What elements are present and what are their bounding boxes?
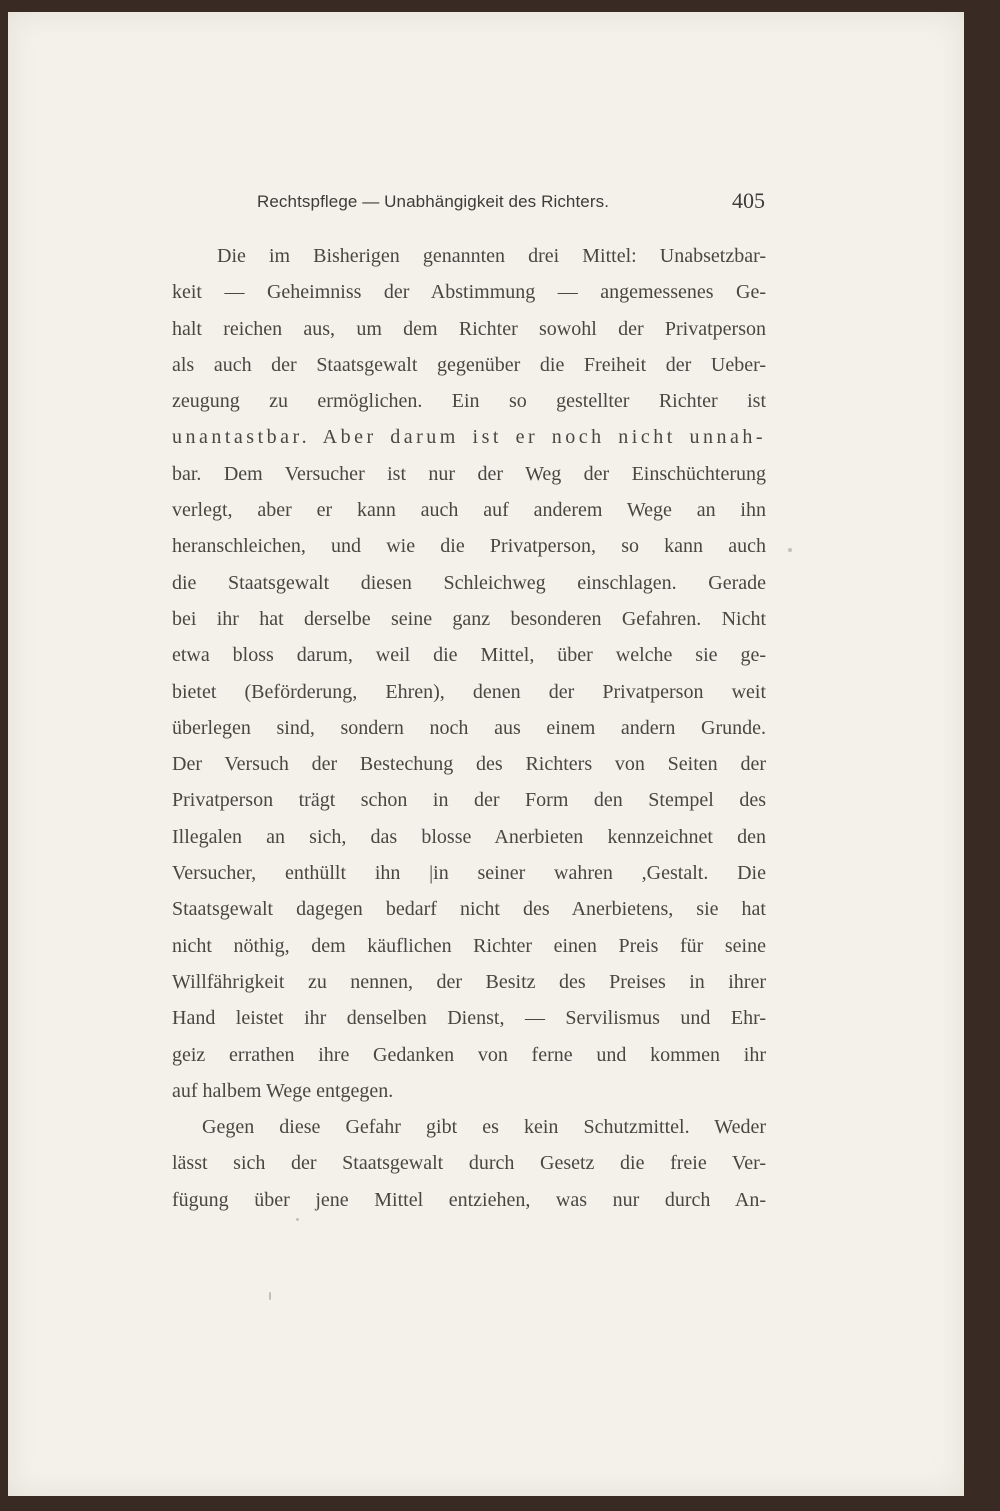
text-line: nicht nöthig, dem käuflichen Richter einen Preis für seine: [172, 934, 766, 957]
paper-speck: [788, 548, 792, 552]
text-line: Hand leistet ihr denselben Dienst, — Servilismus und Ehr-: [172, 1007, 766, 1030]
text-line: als auch der Staatsgewalt gegenüber die Freiheit der Ueber-: [172, 353, 766, 376]
text-line: keit — Geheimniss der Abstimmung — angemessenes Ge-: [172, 281, 766, 304]
text-line: überlegen sind, sondern noch aus einem andern Grunde.: [172, 716, 766, 739]
text-line: Staatsgewalt dagegen bedarf nicht des Anerbietens, sie hat: [172, 898, 766, 921]
text-line: halt reichen aus, um dem Richter sowohl der Privatperson: [172, 317, 766, 340]
body-text: [172, 238, 766, 1218]
paper-speck: [296, 1218, 299, 1221]
text-line: fügung über jene Mittel entziehen, was nur durch An-: [172, 1188, 766, 1211]
running-head: Rechtspflege — Unabhängigkeit des Richters.: [257, 192, 610, 211]
text-line: verlegt, aber er kann auch auf anderem Wege an ihn: [172, 499, 766, 522]
text-line: Die im Bisherigen genannten drei Mittel: Unabsetzbar-: [217, 245, 766, 267]
text-line: Gegen diese Gefahr gibt es kein Schutzmittel. Weder: [202, 1116, 766, 1139]
text-line: zeugung zu ermöglichen. Ein so gestellter Richter ist: [172, 390, 766, 413]
text-line: etwa bloss darum, weil die Mittel, über welche sie ge-: [172, 644, 766, 667]
text-line: bei ihr hat derselbe seine ganz besonderen Gefahren. Nicht: [172, 607, 766, 630]
text-line: geiz errathen ihre Gedanken von ferne und kommen ihr: [172, 1043, 766, 1066]
page-number: 405: [732, 188, 765, 213]
text-line: unantastbar. Aber darum ist er noch nicht unnah-: [172, 426, 766, 449]
text-line: Privatperson trägt schon in der Form den Stempel des: [172, 789, 766, 812]
page-header: [257, 188, 765, 220]
text-line: Versucher, enthüllt ihn |in seiner wahren ,Gestalt. Die: [172, 862, 766, 885]
text-line: Illegalen an sich, das blosse Anerbieten kennzeichnet den: [172, 825, 766, 848]
text-line: Der Versuch der Bestechung des Richters von Seiten der: [172, 753, 766, 776]
text-line: bietet (Beförderung, Ehren), denen der Privatperson weit: [172, 680, 766, 703]
text-line: auf halbem Wege entgegen.: [172, 1079, 394, 1102]
text-line: lässt sich der Staatsgewalt durch Gesetz die freie Ver-: [172, 1152, 766, 1175]
text-line: heranschleichen, und wie die Privatperson, so kann auch: [172, 535, 766, 558]
text-line: bar. Dem Versucher ist nur der Weg der Einschüchterung: [172, 462, 766, 485]
paper-speck: [269, 1292, 271, 1300]
text-line: Willfährigkeit zu nennen, der Besitz des Preises in ihrer: [172, 970, 766, 993]
text-line: die Staatsgewalt diesen Schleichweg einschlagen. Gerade: [172, 571, 766, 594]
